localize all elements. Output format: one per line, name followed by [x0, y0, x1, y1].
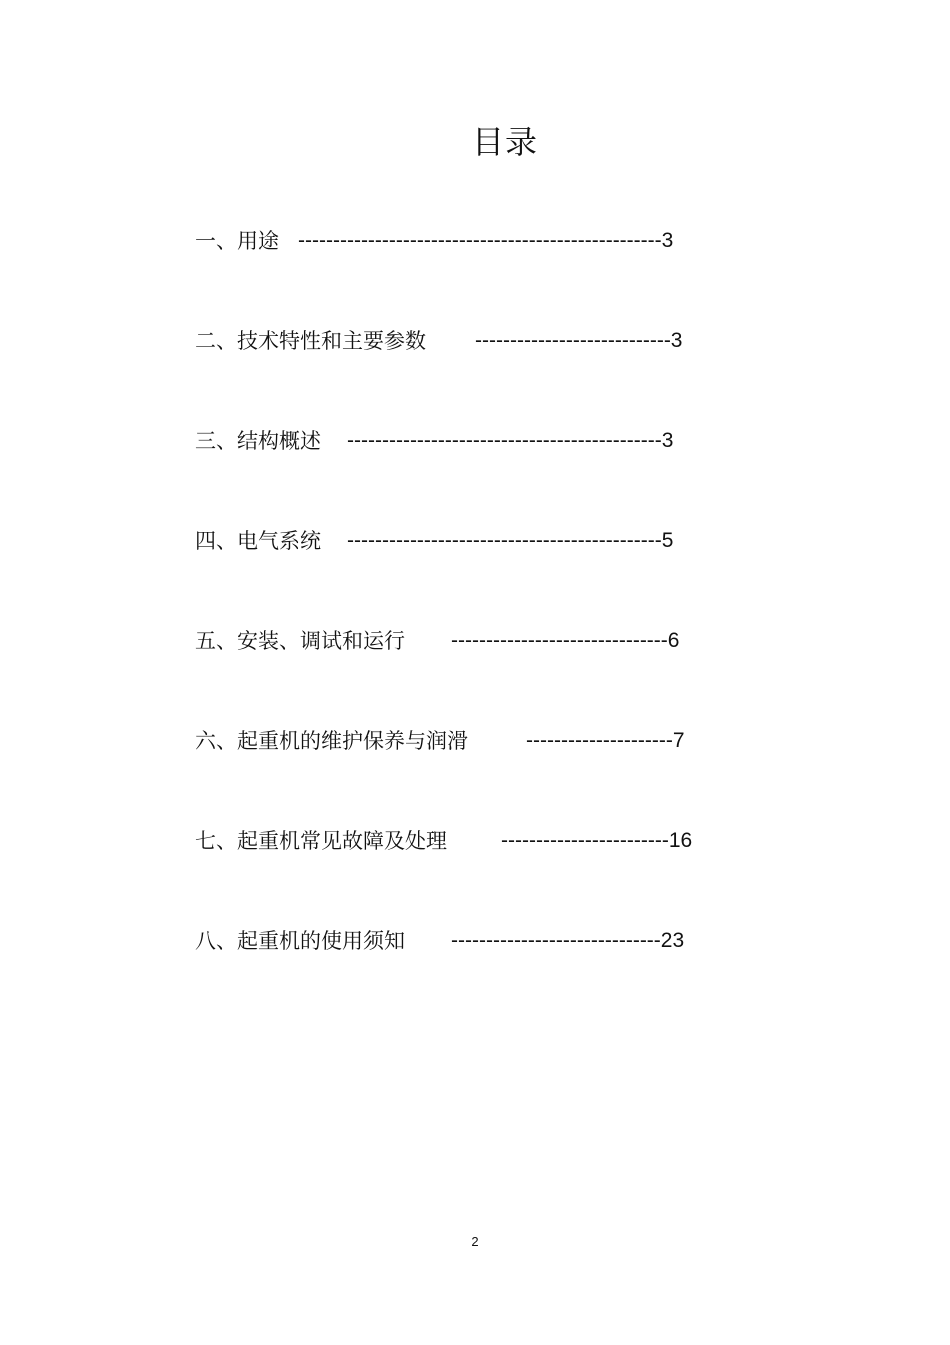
toc-entry-3[interactable]	[195, 422, 755, 522]
toc-entry-leader-page: ---------------------7	[526, 729, 685, 752]
page-number: 2	[471, 1234, 479, 1249]
toc-entry-label: 八、起重机的使用须知	[195, 929, 405, 953]
toc-entry-label: 四、电气系统	[195, 529, 321, 553]
toc-entry-label: 三、结构概述	[195, 429, 321, 453]
toc-entry-label: 五、安装、调试和运行	[195, 629, 405, 653]
toc-entry-label: 六、起重机的维护保养与润滑	[195, 729, 468, 753]
page-title: 目录	[471, 123, 538, 161]
toc-entry-4[interactable]	[195, 522, 755, 622]
toc-entry-2[interactable]	[195, 322, 755, 422]
toc-entry-label: 一、用途	[195, 229, 279, 253]
toc-entry-label: 七、起重机常见故障及处理	[195, 829, 447, 853]
toc-entry-label: 二、技术特性和主要参数	[195, 329, 426, 353]
toc-entry-leader-page: ----------------------------------------------------3	[298, 229, 674, 252]
toc-entry-8[interactable]	[195, 922, 755, 1022]
toc-entry-5[interactable]	[195, 622, 755, 722]
toc-entry-1[interactable]	[195, 222, 755, 322]
toc-entry-leader-page: -------------------------------6	[451, 629, 680, 652]
toc-entry-7[interactable]	[195, 822, 755, 922]
toc-entry-leader-page: ----------------------------3	[475, 329, 683, 352]
toc-entry-6[interactable]	[195, 722, 755, 822]
toc-entry-leader-page: ---------------------------------------------5	[347, 529, 674, 552]
table-of-contents	[195, 222, 755, 1022]
toc-entry-leader-page: ------------------------16	[501, 829, 693, 852]
toc-entry-leader-page: ---------------------------------------------3	[347, 429, 674, 452]
toc-entry-leader-page: ------------------------------23	[451, 929, 685, 952]
